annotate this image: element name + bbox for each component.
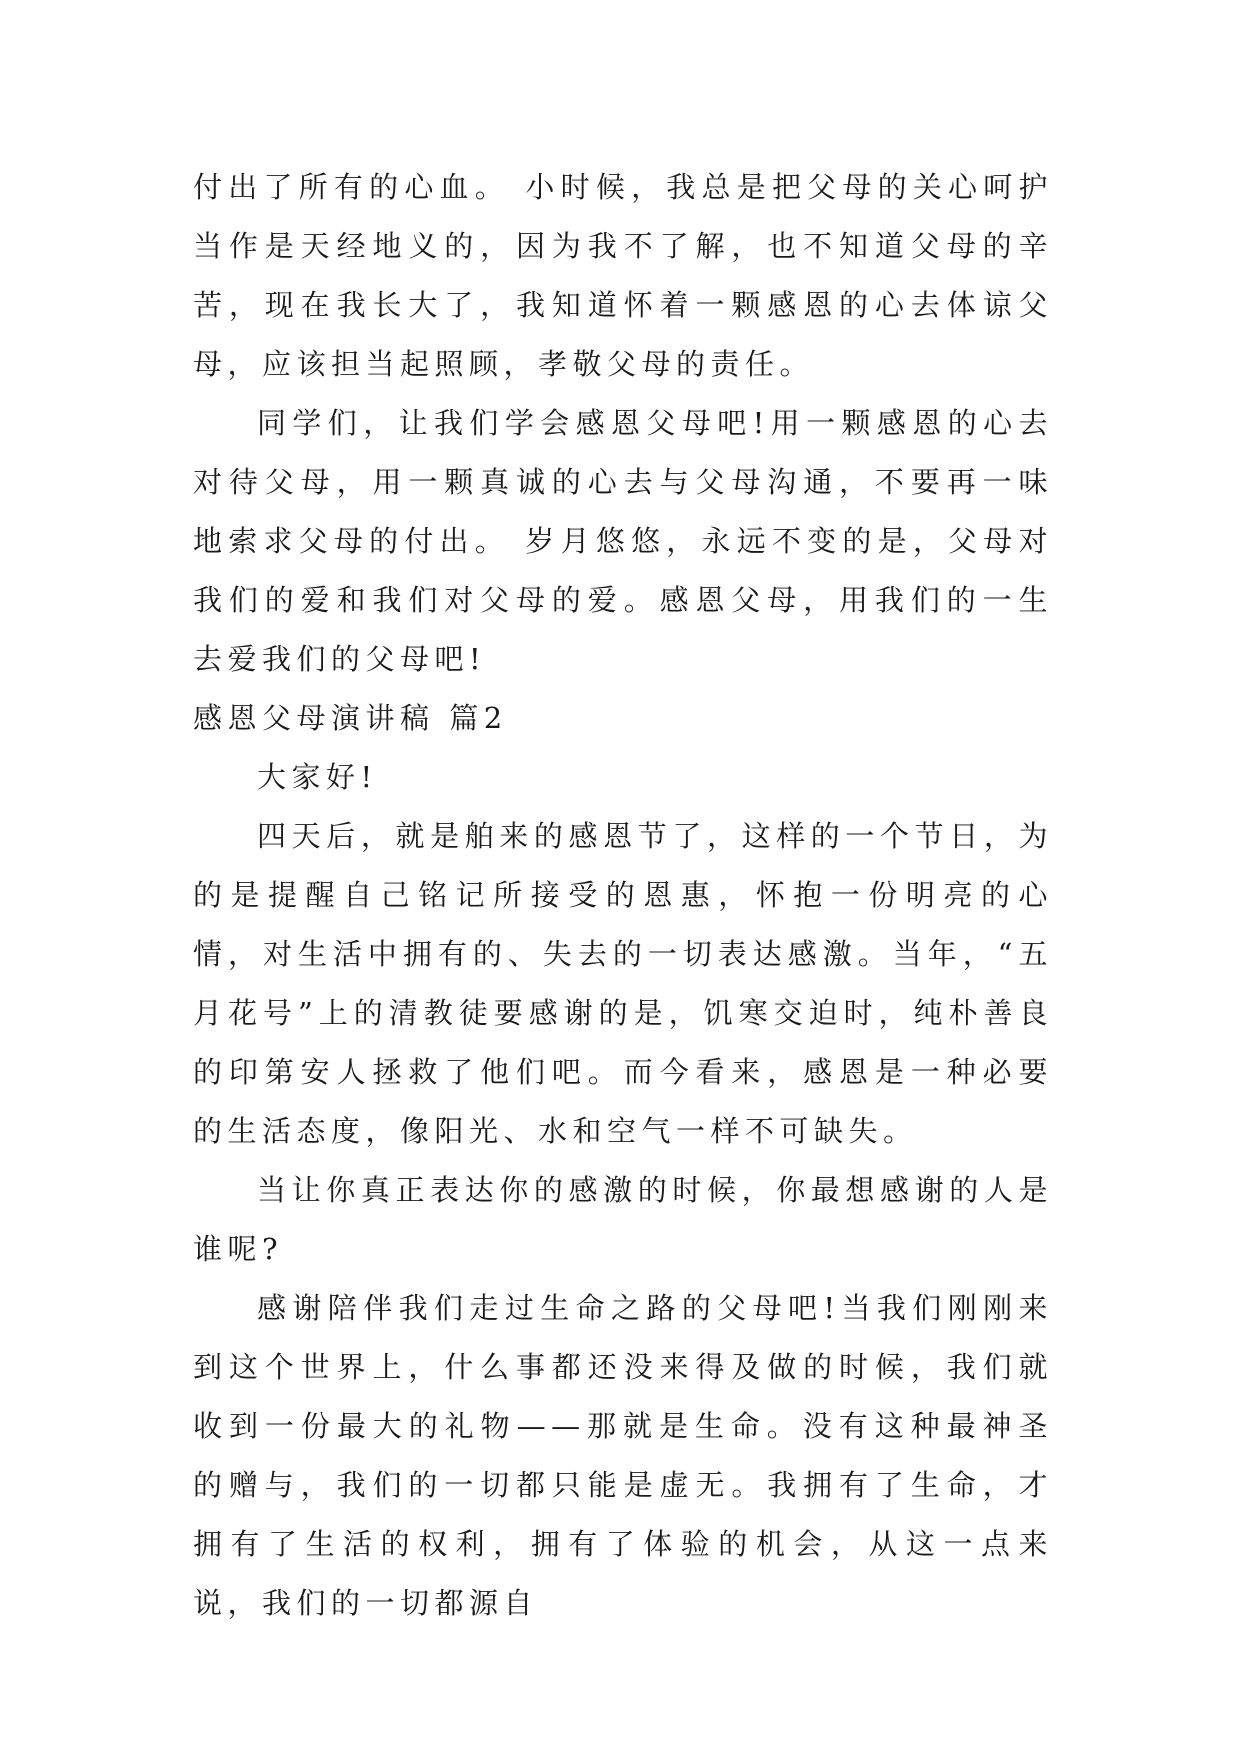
document-body	[193, 158, 1053, 1633]
paragraph-1: 付出了所有的心血。 小时候，我总是把父母的关心呵护当作是天经地义的，因为我不了解，也不知道父母的辛苦，现在我长大了，我知道怀着一颗感恩的心去体谅父母，应该担当起照顾，孝敬父母的责任。	[193, 170, 1053, 381]
paragraph-4: 当让你真正表达你的感激的时候，你最想感谢的人是谁呢?	[193, 1173, 1053, 1266]
paragraph-3: 四天后，就是舶来的感恩节了，这样的一个节日，为的是提醒自己铭记所接受的恩惠，怀抱一份明亮的心情，对生活中拥有的、失去的一切表达感激。当年，“五月花号”上的清教徒要感谢的是，饥寒交迫时，纯朴善良的印第安人拯救了他们吧。而今看来，感恩是一种必要的生活态度，像阳光、水和空气一样不可缺失。	[193, 819, 1053, 1148]
paragraph-5: 感谢陪伴我们走过生命之路的父母吧!当我们刚刚来到这个世界上，什么事都还没来得及做的时候，我们就收到一份最大的礼物——那就是生命。没有这种最神圣的赠与，我们的一切都只能是虚无。我拥有了生命，才拥有了生活的权利，拥有了体验的机会，从这一点来说，我们的一切都源自	[193, 1291, 1053, 1620]
paragraph-greeting: 大家好!	[257, 760, 378, 794]
section-heading: 感恩父母演讲稿 篇2	[193, 701, 508, 735]
paragraph-2: 同学们，让我们学会感恩父母吧!用一颗感恩的心去对待父母，用一颗真诚的心去与父母沟通，不要再一味地索求父母的付出。 岁月悠悠，永远不变的是，父母对我们的爱和我们对父母的爱。感恩父母，用我们的一生去爱我们的父母吧!	[193, 406, 1053, 676]
